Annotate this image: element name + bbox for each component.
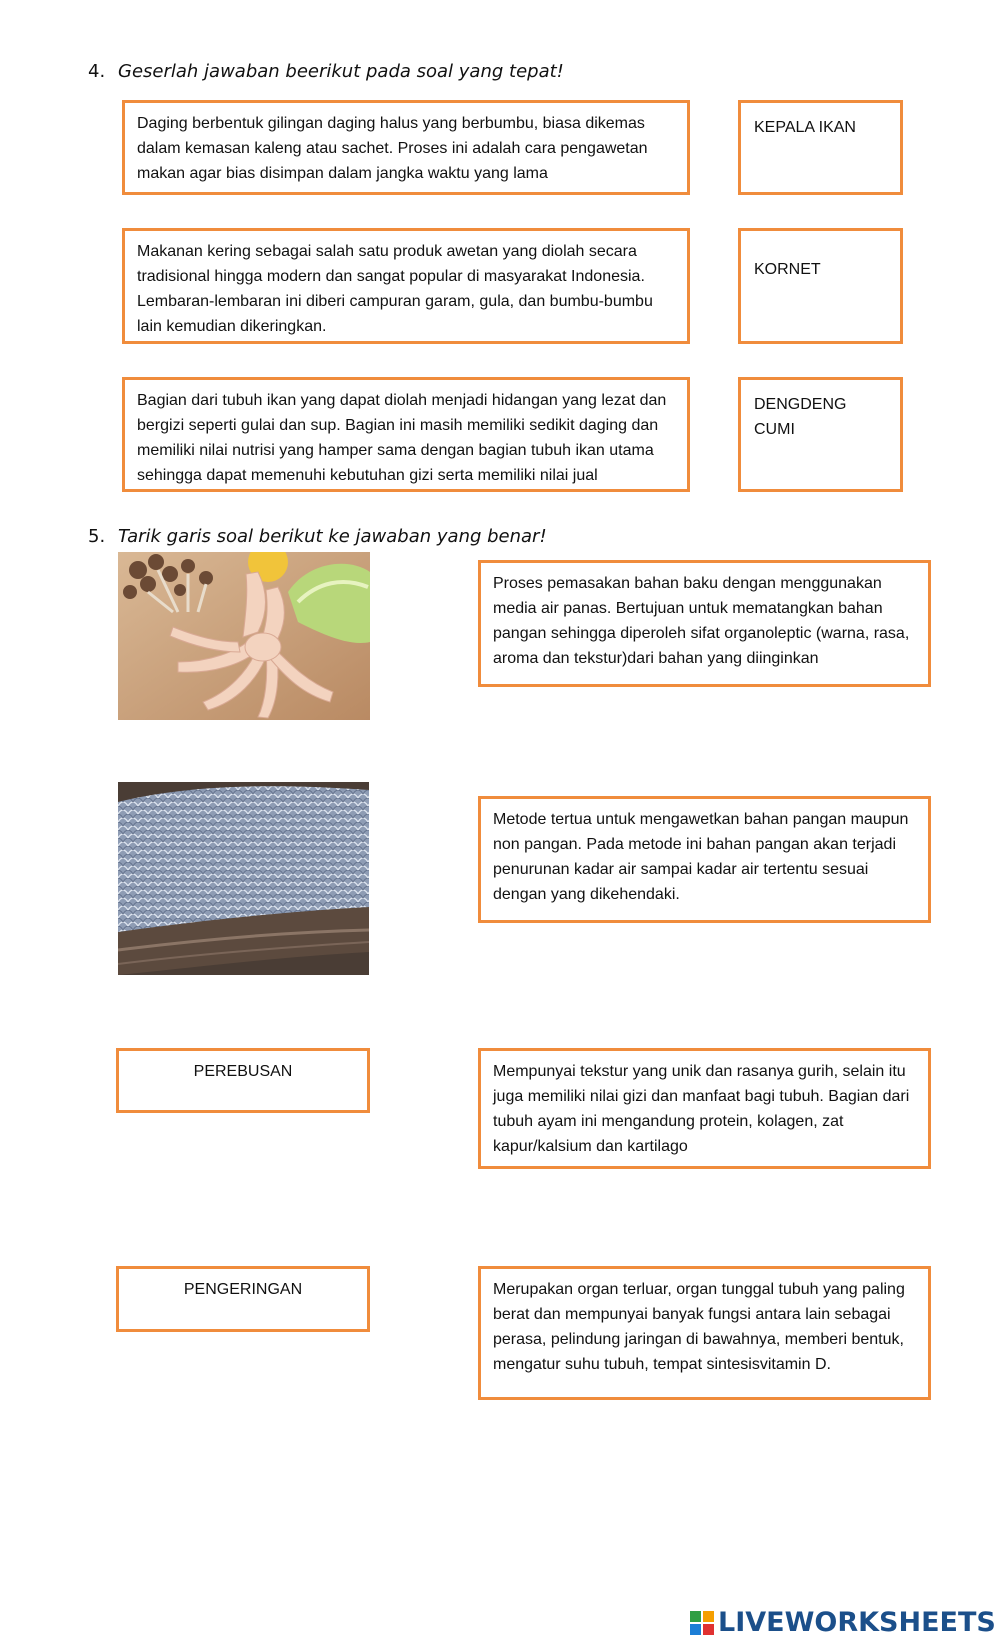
- label-perebusan[interactable]: PEREBUSAN: [116, 1048, 370, 1113]
- q4-title: [88, 60, 688, 84]
- q5-title: [88, 525, 688, 549]
- q4-question-1[interactable]: Daging berbentuk gilingan daging halus yang berbumbu, biasa dikemas dalam kemasan kaleng atau sachet. Proses ini adalah cara pengawetan makan agar bias disimpan dalam jangka waktu yang lama: [122, 100, 690, 195]
- label-pengeringan[interactable]: PENGERINGAN: [116, 1266, 370, 1332]
- q4-answer-kornet[interactable]: KORNET: [738, 228, 903, 344]
- liveworksheets-logo: [690, 1606, 996, 1642]
- definition-1[interactable]: Proses pemasakan bahan baku dengan menggunakan media air panas. Bertujuan untuk mematangkan bahan pangan sehingga diperoleh sifat organoleptic (warna, rasa, aroma dan tekstur)dari bahan yang diinginkan: [478, 560, 931, 687]
- q5-number: 5.: [88, 526, 106, 547]
- chicken-feet-illustration: [118, 552, 370, 720]
- definition-3[interactable]: Mempunyai tekstur yang unik dan rasanya gurih, selain itu juga memiliki nilai gizi dan manfaat bagi tubuh. Bagian dari tubuh ayam ini mengandung protein, kolagen, zat kapur/kalsium dan kartilago: [478, 1048, 931, 1169]
- fish-skin-image[interactable]: [118, 782, 369, 975]
- definition-4[interactable]: Merupakan organ terluar, organ tunggal tubuh yang paling berat dan mempunyai banyak fungsi antara lain sebagai perasa, pelindung jaringan di bawahnya, memberi bentuk, mengatur suhu tubuh, tempat sintesisvitamin D.: [478, 1266, 931, 1400]
- q4-question-2[interactable]: Makanan kering sebagai salah satu produk awetan yang diolah secara tradisional hingga modern dan sangat popular di masyarakat Indonesia. Lembaran-lembaran ini diberi campuran garam, gula, dan bumbu-bumbu lain kemudian dikeringkan.: [122, 228, 690, 344]
- q5-title-text: Tarik garis soal berikut ke jawaban yang benar!: [118, 526, 547, 547]
- q4-answer-kepala-ikan[interactable]: KEPALA IKAN: [738, 100, 903, 195]
- liveworksheets-icon: [690, 1611, 714, 1635]
- q4-number: 4.: [88, 61, 106, 82]
- definition-2[interactable]: Metode tertua untuk mengawetkan bahan pangan maupun non pangan. Pada metode ini bahan pangan akan terjadi penurunan kadar air sampai kadar air tertentu sesuai dengan yang dikehendaki.: [478, 796, 931, 923]
- q4-question-3[interactable]: Bagian dari tubuh ikan yang dapat diolah menjadi hidangan yang lezat dan bergizi seperti gulai dan sup. Bagian ini masih memiliki sedikit daging dan memiliki nilai nutrisi yang hamper sama dengan bagian tubuh ikan utama sehingga dapat memenuhi kebutuhan gizi serta memiliki nilai jual: [122, 377, 690, 492]
- q4-title-text: Geserlah jawaban beerikut pada soal yang tepat!: [118, 61, 564, 82]
- fish-skin-illustration: [118, 782, 369, 975]
- q4-answer-dengdeng-cumi[interactable]: DENGDENG CUMI: [738, 377, 903, 492]
- chicken-feet-image[interactable]: [118, 552, 370, 720]
- liveworksheets-wordmark: LIVEWORKSHEETS: [718, 1607, 996, 1638]
